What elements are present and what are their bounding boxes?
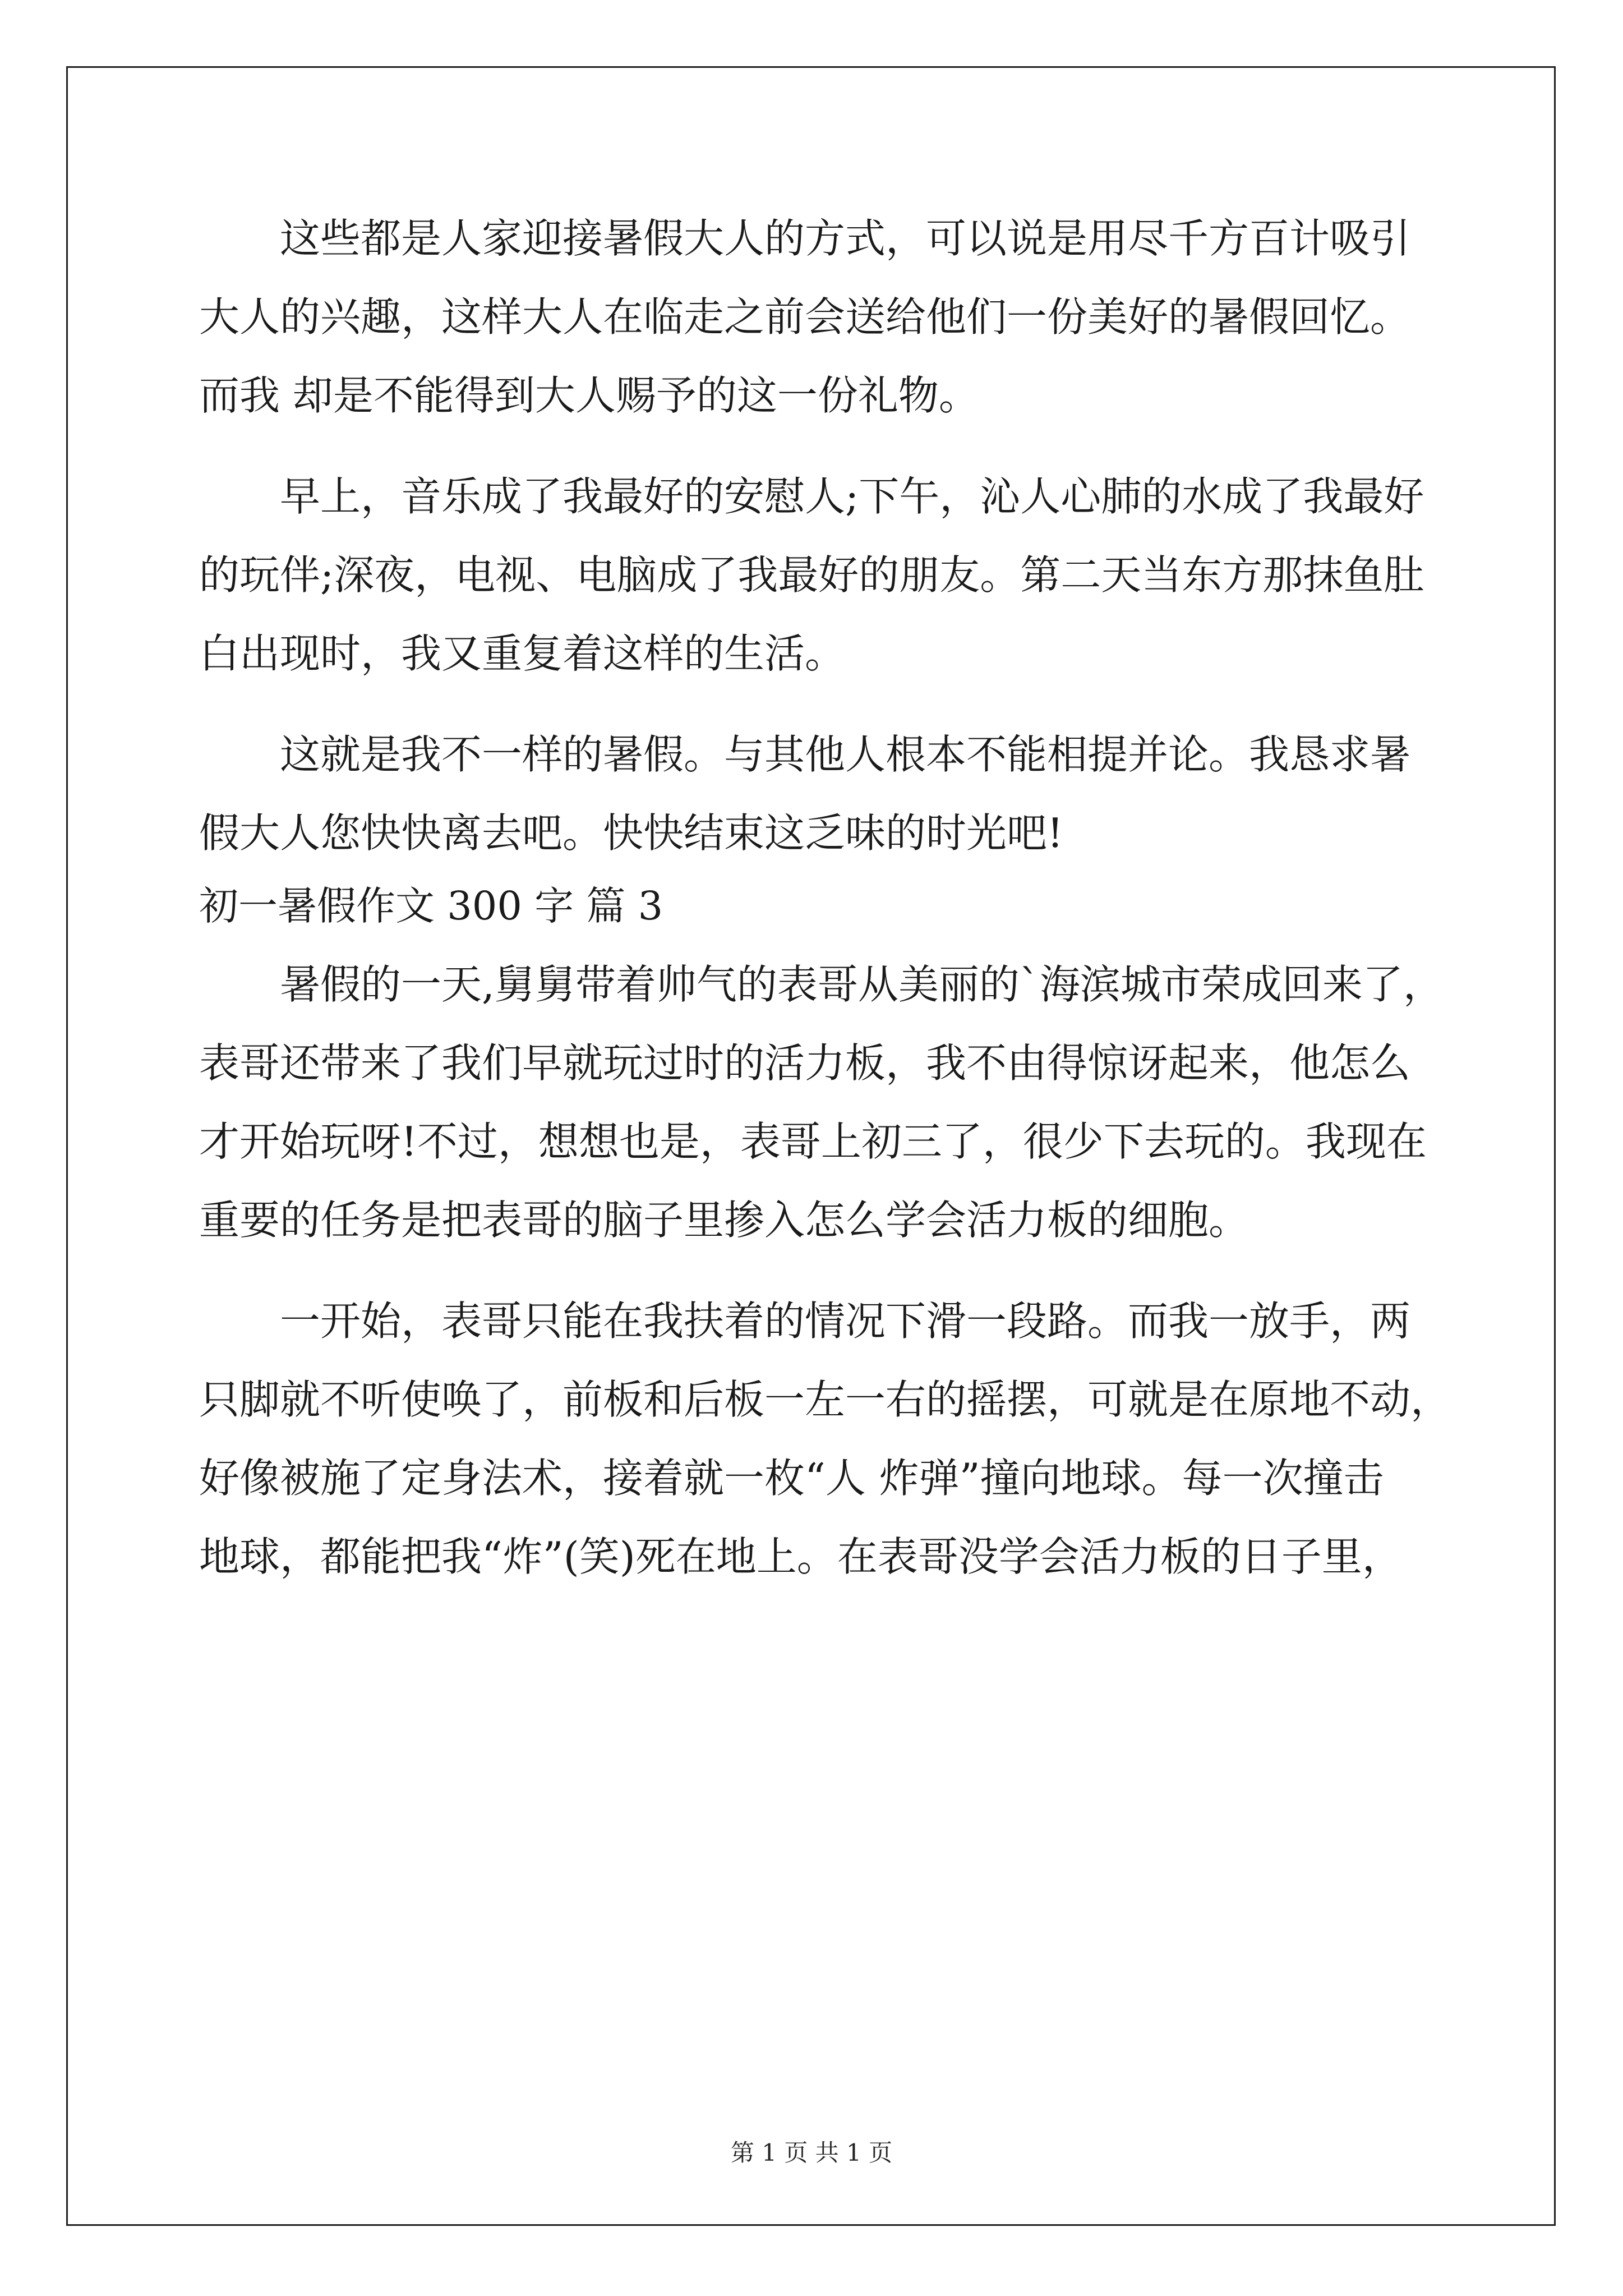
- text-line: 一开始，表哥只能在我扶着的情况下滑一段路。而我一放手，两: [199, 1297, 1411, 1345]
- text-line: 假大人您快快离去吧。快快结束这乏味的时光吧!: [199, 809, 1063, 857]
- text-line: 的玩伴;深夜，电视、电脑成了我最好的朋友。第二天当东方那抹鱼肚: [199, 551, 1424, 599]
- text-line: 白出现时，我又重复着这样的生活。: [199, 630, 846, 677]
- text-line: 地球，都能把我“炸”(笑)死在地上。在表哥没学会活力板的日子里，: [199, 1533, 1403, 1580]
- text-line: 而我 却是不能得到大人赐予的这一份礼物。: [199, 372, 979, 419]
- text-line: 只脚就不听使唤了，前板和后板一左一右的摇摆，可就是在原地不动，: [199, 1376, 1451, 1423]
- text-line: 早上，音乐成了我最好的安慰人;下午，沁人心肺的水成了我最好: [199, 473, 1424, 520]
- page-number-footer: 第 1 页 共 1 页: [730, 2139, 893, 2166]
- section-heading: 初一暑假作文 300 字 篇 3: [199, 883, 663, 929]
- text-line: 才开始玩呀!不过，想想也是，表哥上初三了，很少下去玩的。我现在: [199, 1118, 1427, 1165]
- text-line: 重要的任务是把表哥的脑子里掺入怎么学会活力板的细胞。: [199, 1197, 1249, 1244]
- text-line: 这些都是人家迎接暑假大人的方式，可以说是用尽千方百计吸引: [199, 215, 1411, 262]
- text-line: 好像被施了定身法术，接着就一枚“人 炸弹”撞向地球。每一次撞击: [199, 1455, 1384, 1502]
- text-line: 这就是我不一样的暑假。与其他人根本不能相提并论。我恳求暑: [199, 731, 1411, 778]
- text-line: 表哥还带来了我们早就玩过时的活力板，我不由得惊讶起来，他怎么: [199, 1039, 1411, 1087]
- text-line: 暑假的一天,舅舅带着帅气的表哥从美丽的`海滨城市荣成回来了，: [199, 961, 1444, 1008]
- text-line: 大人的兴趣，这样大人在临走之前会送给他们一份美好的暑假回忆。: [199, 293, 1411, 341]
